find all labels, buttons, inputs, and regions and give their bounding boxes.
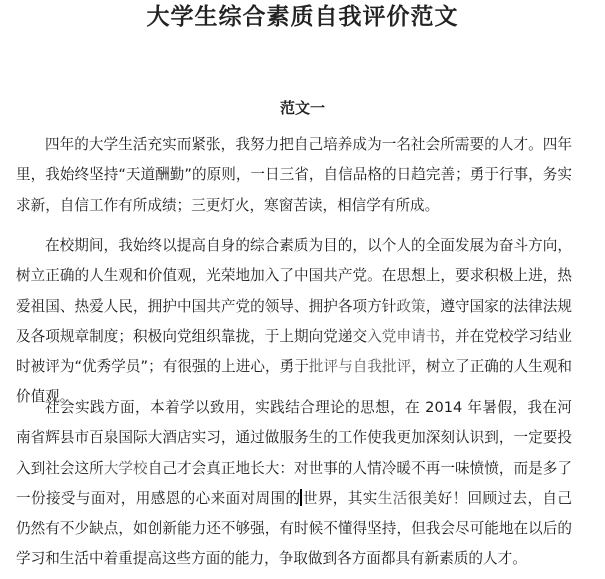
- section-heading: 范文一: [279, 99, 325, 117]
- paragraph-text: ，树立了正确的人生观和价值观。: [16, 358, 572, 406]
- paragraph-1: [16, 130, 572, 221]
- link-university[interactable]: 大学校: [103, 459, 148, 477]
- link-life[interactable]: 生活: [377, 489, 408, 507]
- link-policy[interactable]: 政策: [396, 297, 426, 315]
- page-title: 大学生综合素质自我评价范文: [146, 3, 459, 30]
- paragraph-2: [16, 231, 572, 413]
- paragraph-3: [16, 393, 572, 575]
- link-party-application[interactable]: 入党申请书: [367, 327, 441, 345]
- link-criticism[interactable]: 批评与自我批评: [308, 358, 412, 376]
- paragraph-text: ，遵守国家的法律法规及各项规章制度；积极向党组织靠拢，于上期向党递交: [16, 297, 572, 345]
- paragraph-text: 很美好！回顾过去，自己仍然有不少缺点，如创新能力还不够强，有时候不懂得坚持，但我会尽可能地在以后的学习和生活中着重提高这些方面的能力，争取做到各方面都具有新素质的人才。: [16, 489, 572, 568]
- paragraph-text: 自己才会真正地长大：对世事的人情冷暖不再一味愤愤，而是多了一份接受与面对，用感恩的心来面对周围的: [16, 459, 572, 507]
- paragraph-text: 世界，其实: [302, 489, 378, 507]
- paragraph-text: 在校期间，我始终以提高自身的综合素质为目的，以个人的全面发展为奋斗方向，树立正确的人生观和价值观，光荣地加入了中国共产党。在思想上，要求积极上进，热爱祖国、热爱人民，拥护中国共产党的领导、拥护各项方针: [16, 237, 572, 315]
- paragraph-text: 社会实践方面，本着学以致用，实践结合理论的思想，在 2014 年暑假，我在河南省辉县市百泉国际大酒店实习，通过做服务生的工作使我更加深刻认识到，一定要投入到社会这所: [16, 399, 572, 477]
- paragraph-text: 四年的大学生活充实而紧张，我努力把自己培养成为一名社会所需要的人才。四年里，我始终坚持“天道酬勤”的原则，一日三省，自信品格的日趋完善；勇于行事，务实求新，自信工作有所成绩；三更灯火，寒窗苦读，相信学有所成。: [16, 136, 572, 214]
- paragraph-text: ，并在党校学习结业时被评为“优秀学员”；有很强的上进心，勇于: [16, 327, 572, 376]
